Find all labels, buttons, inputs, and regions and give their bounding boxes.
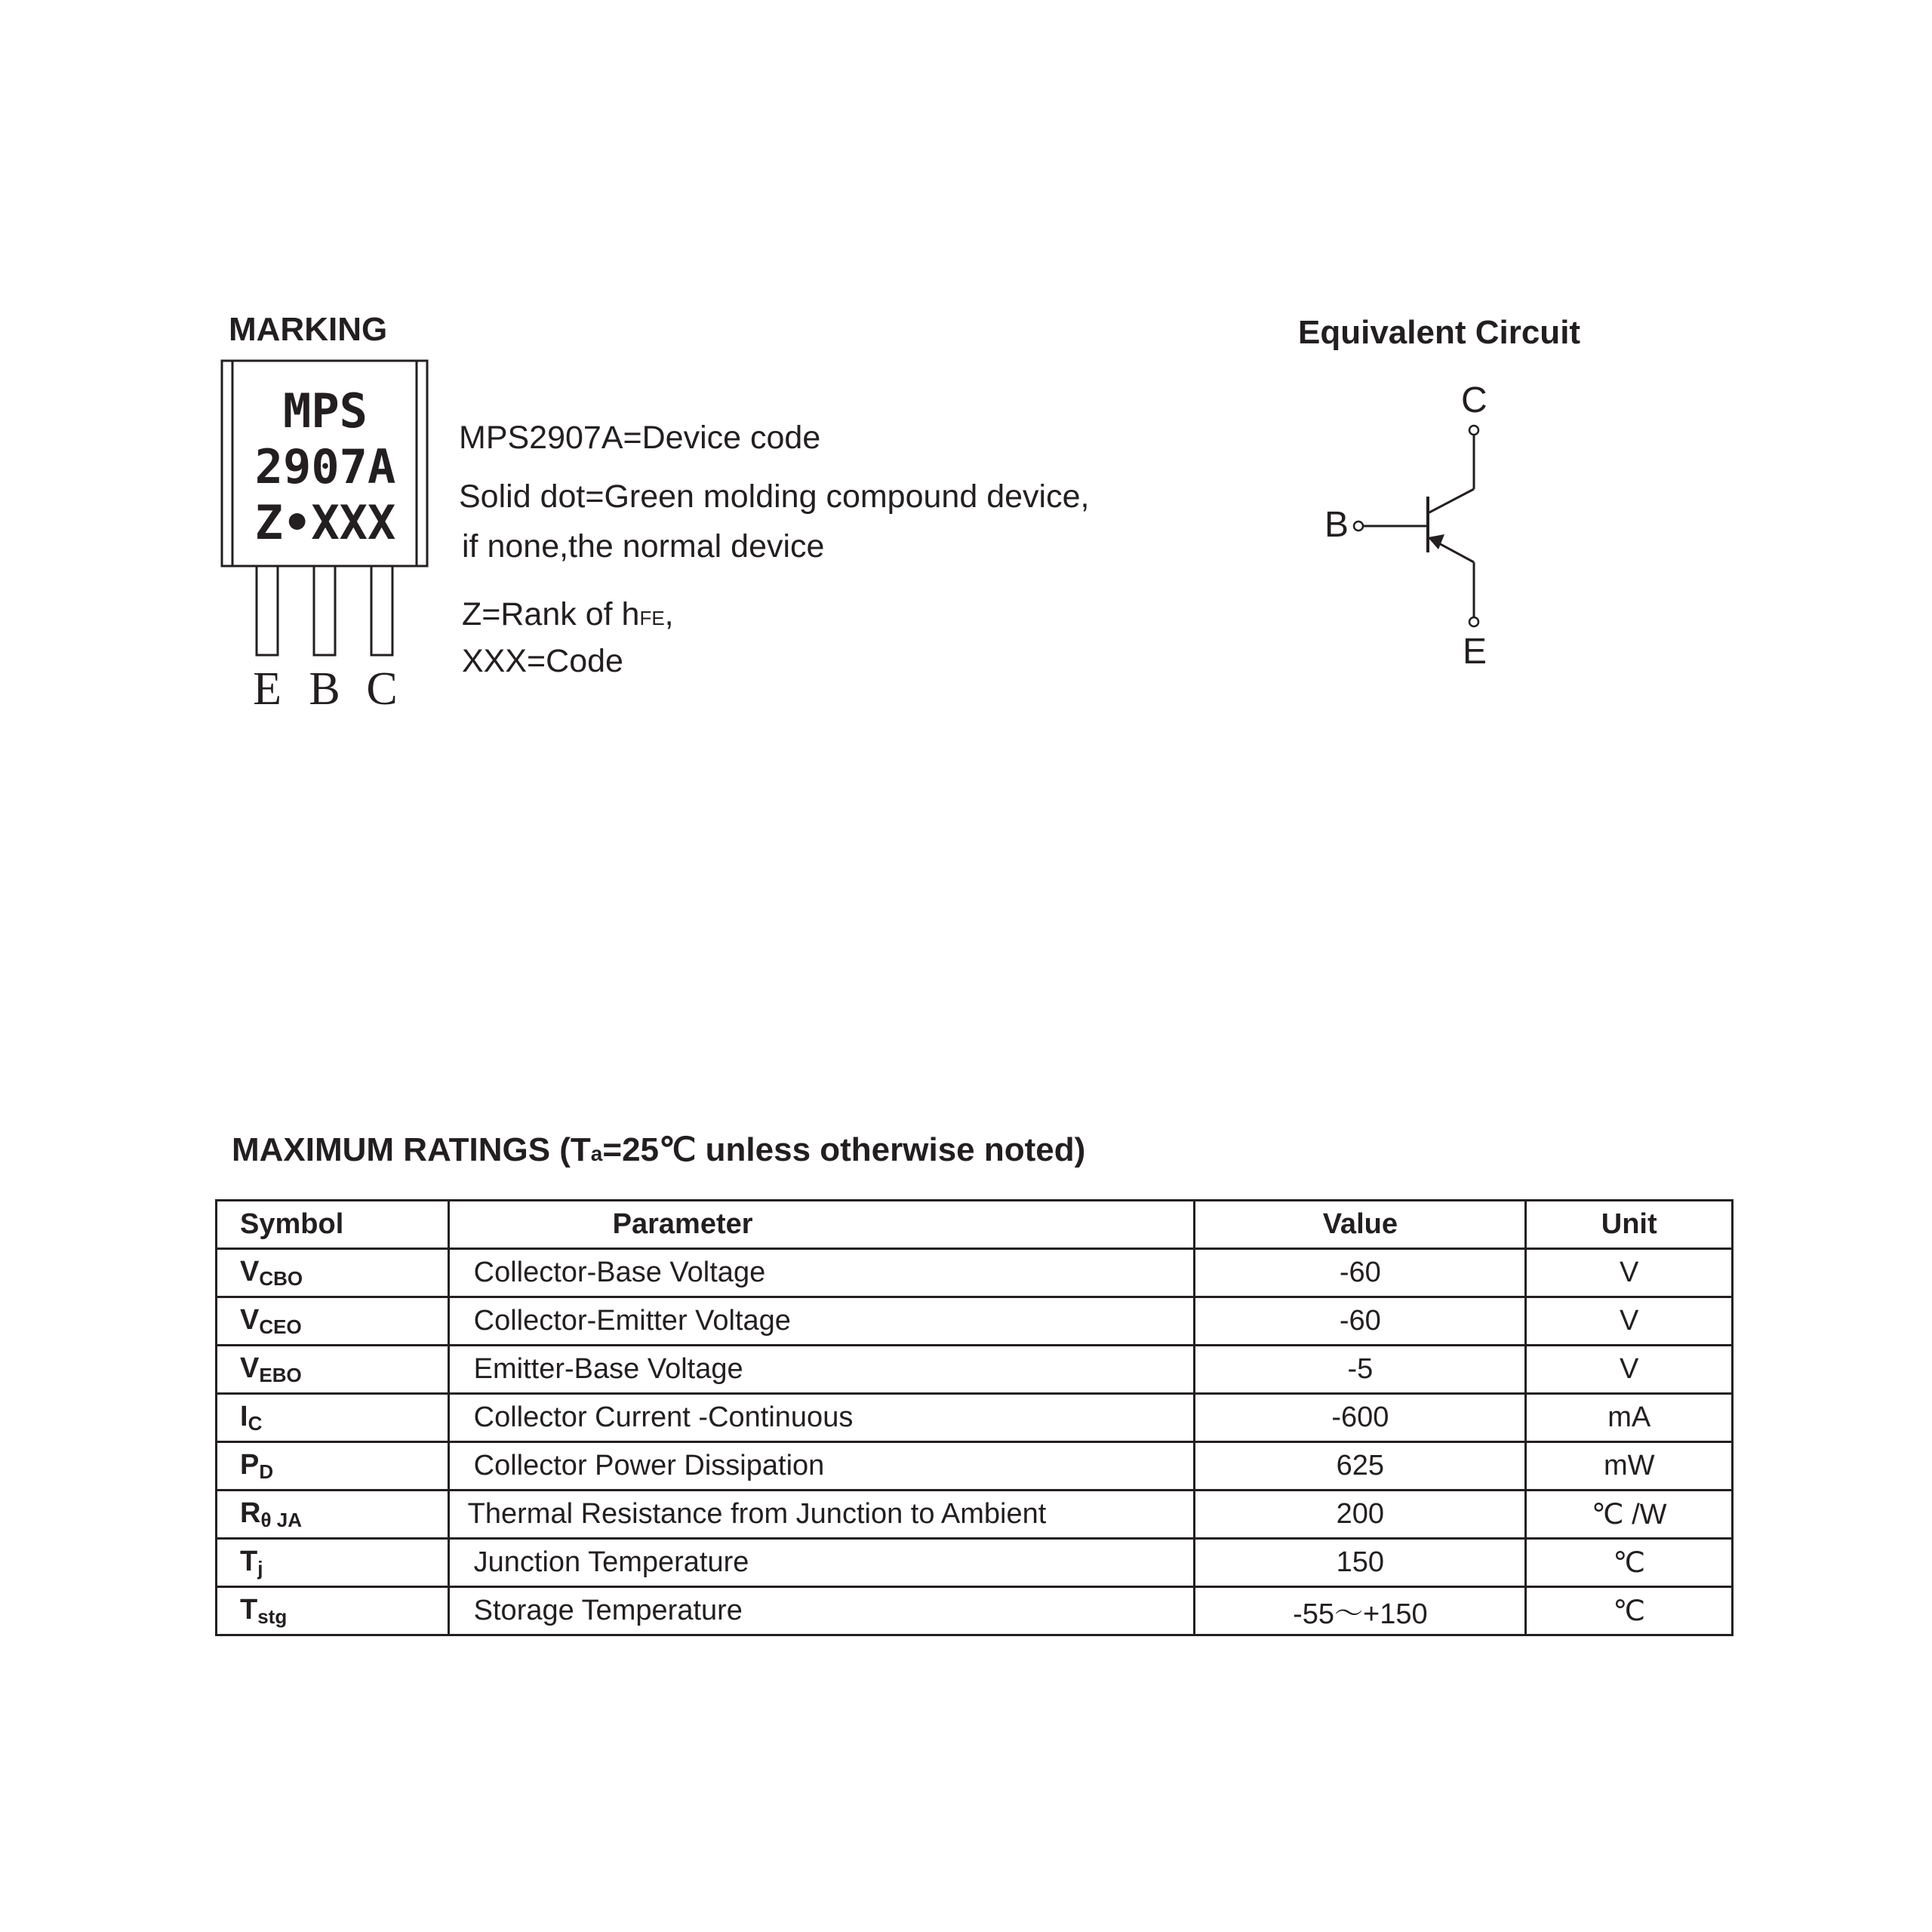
pin-label-b: B [309,663,340,715]
parameter-cell: Collector Power Dissipation [448,1442,1195,1491]
table-row [217,1394,1733,1442]
emitter-label: E [1463,632,1487,672]
pin-label-e: E [253,663,281,715]
unit-cell: mA [1526,1394,1733,1442]
unit-cell: ℃ /W [1526,1491,1733,1539]
symbol-sub: θ JA [260,1508,302,1531]
circuit-title: Equivalent Circuit [1298,314,1581,351]
value-cell: 150 [1195,1539,1526,1587]
emitter-arrow [1428,534,1444,549]
symbol-main: V [240,1352,260,1384]
ratings-title [232,1131,1085,1169]
value-cell: -60 [1195,1249,1526,1297]
symbol-main: P [240,1448,260,1481]
package-line-3: Z•XXX [254,495,396,550]
emitter-terminal [1469,617,1478,626]
ratings-table [215,1199,1734,1636]
package-line-2: 2907A [254,439,396,494]
symbol-main: T [240,1593,258,1626]
header-value: Value [1195,1201,1526,1249]
rank-prefix: Z=Rank of h [462,596,640,632]
unit-cell: ℃ [1526,1539,1733,1587]
parameter-cell: Storage Temperature [448,1587,1195,1635]
marking-title: MARKING [229,311,388,348]
value-cell: -60 [1195,1297,1526,1346]
rank-suffix: , [664,596,674,632]
value-cell: -600 [1195,1394,1526,1442]
symbol-cell [217,1249,449,1297]
pin-e-lead [257,566,278,655]
symbol-main: T [240,1545,258,1577]
parameter-cell: Collector Current -Continuous [448,1394,1195,1442]
symbol-main: I [240,1400,248,1432]
collector-label: C [1461,380,1487,420]
value-cell: -5 [1195,1346,1526,1394]
pin-label-c: C [366,663,398,715]
table-row [217,1297,1733,1346]
ratings-title-suffix: =25℃ unless otherwise noted) [602,1131,1086,1168]
table-row [217,1491,1733,1539]
parameter-cell: Thermal Resistance from Junction to Ambient [448,1491,1195,1539]
value-cell: 625 [1195,1442,1526,1491]
unit-cell: V [1526,1346,1733,1394]
value-cell: 200 [1195,1491,1526,1539]
ratings-header-row [217,1201,1733,1249]
symbol-sub: C [248,1411,263,1435]
unit-cell: V [1526,1297,1733,1346]
table-row [217,1539,1733,1587]
parameter-cell: Collector-Emitter Voltage [448,1297,1195,1346]
symbol-sub: EBO [259,1363,302,1386]
pin-b-lead [314,566,335,655]
header-unit: Unit [1526,1201,1733,1249]
base-terminal [1354,521,1363,531]
parameter-cell: Junction Temperature [448,1539,1195,1587]
device-code-text: MPS2907A=Device code [459,420,821,456]
symbol-main: V [240,1255,260,1287]
symbol-sub: stg [257,1604,288,1628]
symbol-cell [217,1587,449,1635]
collector-diagonal [1428,489,1474,513]
rank-sub: FE [639,607,665,629]
symbol-cell [217,1394,449,1442]
ratings-title-sub: a [590,1142,603,1165]
symbol-cell [217,1442,449,1491]
transistor-symbol [1343,408,1509,634]
base-label: B [1324,505,1349,545]
symbol-cell [217,1491,449,1539]
table-row [217,1587,1733,1635]
parameter-cell: Collector-Base Voltage [448,1249,1195,1297]
symbol-sub: D [259,1460,274,1483]
unit-cell: ℃ [1526,1587,1733,1635]
collector-terminal [1469,426,1478,435]
package-line-1: MPS [283,383,368,438]
pin-c-lead [371,566,392,655]
symbol-cell [217,1297,449,1346]
symbol-cell [217,1346,449,1394]
parameter-cell: Emitter-Base Voltage [448,1346,1195,1394]
table-row [217,1442,1733,1491]
solid-dot-text-1: Solid dot=Green molding compound device, [459,478,1090,515]
symbol-cell [217,1539,449,1587]
unit-cell: mW [1526,1442,1733,1491]
symbol-main: R [240,1497,261,1529]
value-cell: -55～+150 [1195,1587,1526,1635]
rank-text [462,596,674,633]
symbol-sub: j [257,1556,263,1580]
symbol-sub: CEO [259,1315,302,1338]
table-row [217,1346,1733,1394]
symbol-sub: CBO [259,1266,303,1290]
unit-cell: V [1526,1249,1733,1297]
code-text: XXX=Code [462,643,623,679]
ratings-title-prefix: MAXIMUM RATINGS (T [232,1131,591,1168]
header-parameter: Parameter [448,1201,1195,1249]
header-symbol: Symbol [217,1201,449,1249]
symbol-main: V [240,1303,260,1336]
table-row [217,1249,1733,1297]
solid-dot-text-2: if none,the normal device [462,528,825,565]
